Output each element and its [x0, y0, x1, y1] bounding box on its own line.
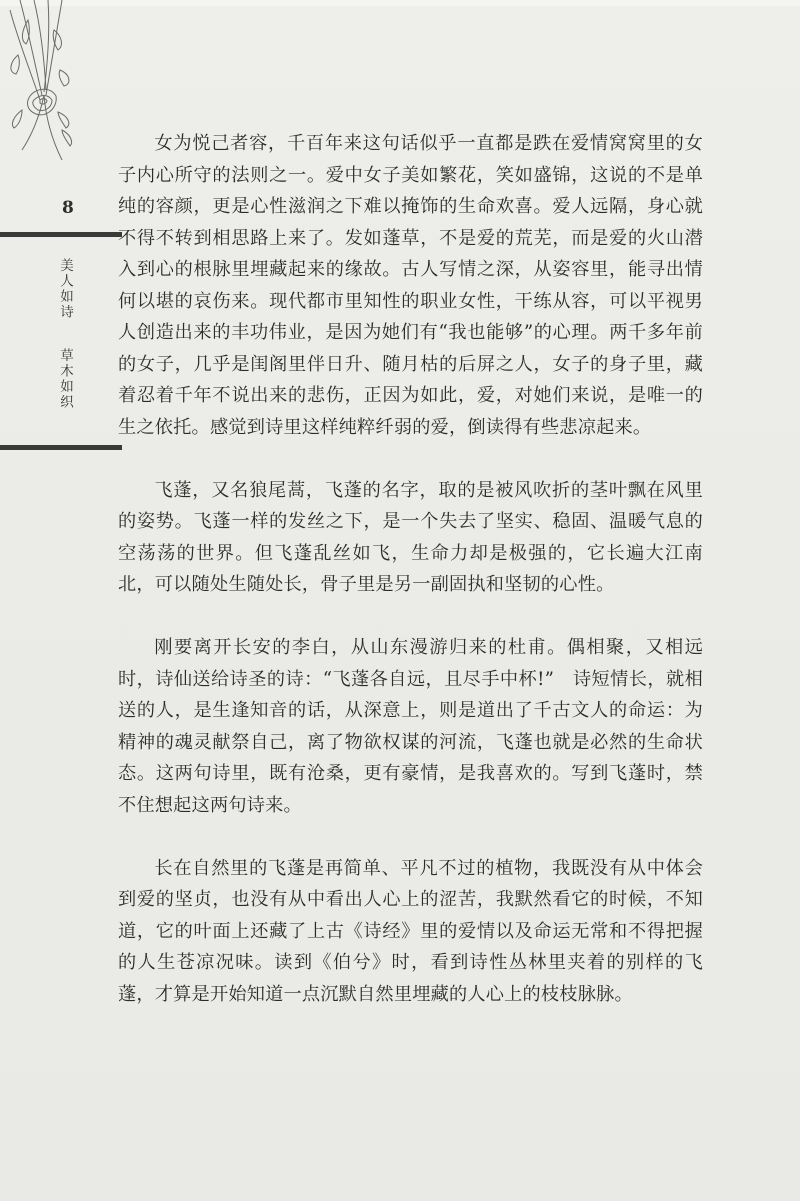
- body-text: [118, 128, 703, 1010]
- scan-edge: [0, 0, 800, 6]
- paragraph-1: 女为悦己者容，千百年来这句话似乎一直都是跌在爱情窝窝里的女子内心所守的法则之一。爱中女子美如繁花，笑如盛锦，这说的不是单纯的容颜，更是心性滋润之下难以掩饰的生命欢喜。爱人远隔，身心就不得不转到相思路上来了。发如蓬草，不是爱的荒芜，而是爱的火山潜入到心的根脉里埋藏起来的缘故。古人写情之深，从姿容里，能寻出情何以堪的哀伤来。现代都市里知性的职业女性，干练从容，可以平视男人创造出来的丰功伟业，是因为她们有“我也能够”的心理。两千多年前的女子，几乎是闺阁里伴日升、随月枯的后屏之人，女子的身子里，藏着忍着千年不说出来的悲伤，正因为如此，爱，对她们来说，是唯一的生之依托。感觉到诗里这样纯粹纤弱的爱，倒读得有些悲凉起来。: [118, 133, 703, 438]
- page-number: 8: [62, 198, 74, 218]
- chapter-title: 草木如织: [57, 348, 73, 410]
- book-title: 美人如诗: [57, 258, 73, 320]
- margin-rule-top: [0, 232, 122, 237]
- paragraph-4: 长在自然里的飞蓬是再简单、平凡不过的植物，我既没有从中体会到爱的坚贞，也没有从中看出人心上的涩苦，我默然看它的时候，不知道，它的叶面上还藏了上古《诗经》里的爱情以及命运无常和不得把握的人生苍凉况味。读到《伯兮》时，看到诗性丛林里夹着的别样的飞蓬，才算是开始知道一点沉默自然里埋藏的人心上的枝枝脉脉。: [118, 857, 703, 1005]
- paragraph-3: 刚要离开长安的李白，从山东漫游归来的杜甫。偶相聚，又相远时，诗仙送给诗圣的诗：“飞蓬各自远，且尽手中杯!” 诗短情长，就相送的人，是生逢知音的话，从深意上，则是道出了千古文人的命运：为精神的魂灵献祭自己，离了物欲权谋的河流，飞蓬也就是必然的生命状态。这两句诗里，既有沧桑，更有豪情，是我喜欢的。写到飞蓬时，禁不住想起这两句诗来。: [118, 637, 703, 816]
- margin-rule-bottom: [0, 445, 122, 450]
- paragraph-2: 飞蓬，又名狼尾蒿，飞蓬的名字，取的是被风吹折的茎叶飘在风里的姿势。飞蓬一样的发丝之下，是一个失去了坚实、稳固、温暖气息的空荡荡的世界。但飞蓬乱丝如飞，生命力却是极强的，它长遍大江南北，可以随处生随处长，骨子里是另一副固执和坚韧的心性。: [118, 479, 703, 595]
- flower-illustration: [0, 0, 110, 170]
